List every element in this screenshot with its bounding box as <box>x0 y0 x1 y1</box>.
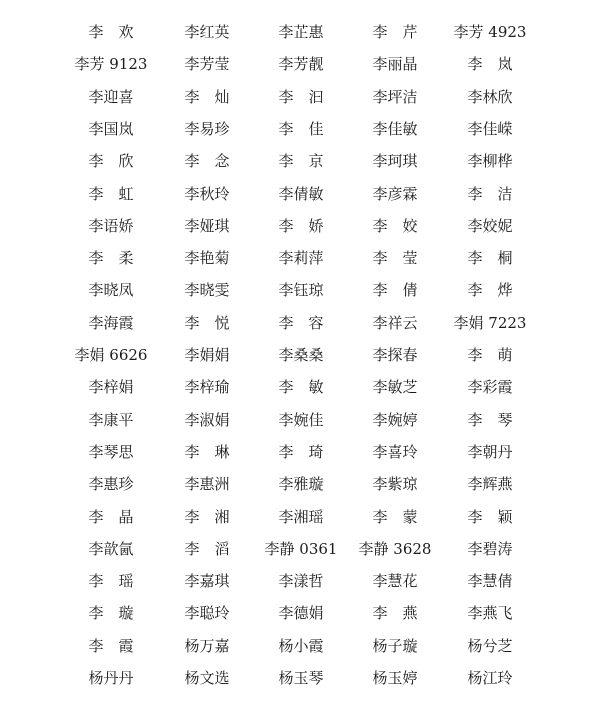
name-cell: 李 滔 <box>184 539 230 558</box>
name-cell: 李慧倩 <box>467 572 513 591</box>
name-row <box>0 149 600 173</box>
name-cell: 杨江玲 <box>467 669 513 687</box>
name-cell: 李 燕 <box>372 604 418 623</box>
name-cell: 李 汩 <box>278 87 324 106</box>
name-cell: 李 敏 <box>278 378 324 397</box>
name-cell: 李静 0361 <box>264 539 338 558</box>
name-cell: 李漾哲 <box>278 572 324 591</box>
name-cell: 李晓凤 <box>88 281 134 300</box>
name-cell: 李芳 4923 <box>453 23 527 41</box>
name-cell: 李 瑶 <box>88 572 134 591</box>
name-cell: 李林欣 <box>467 87 513 106</box>
name-cell: 李 欢 <box>88 23 134 41</box>
name-cell: 李红英 <box>184 23 230 41</box>
name-cell: 李婉婷 <box>372 410 418 429</box>
name-cell: 李惠珍 <box>88 475 134 494</box>
name-cell: 杨玉婷 <box>372 669 418 687</box>
name-cell: 李娟娟 <box>184 346 230 364</box>
name-row <box>0 375 600 399</box>
name-row <box>0 569 600 593</box>
name-cell: 李 念 <box>184 152 230 171</box>
name-cell: 李海霞 <box>88 313 134 332</box>
name-cell: 李喜玲 <box>372 442 418 461</box>
name-row <box>0 408 600 432</box>
name-cell: 李德娟 <box>278 604 324 623</box>
name-row <box>0 311 600 335</box>
name-cell: 李 烨 <box>467 281 513 300</box>
name-cell: 李朝丹 <box>467 442 513 461</box>
name-cell: 李祥云 <box>372 313 418 332</box>
name-cell: 李 柔 <box>88 249 134 268</box>
name-cell: 李语娇 <box>88 216 134 235</box>
name-cell: 李 湘 <box>184 507 230 526</box>
name-row <box>0 182 600 206</box>
name-cell: 李易珍 <box>184 119 230 138</box>
name-cell: 李 洁 <box>467 184 513 203</box>
name-cell: 李 悦 <box>184 313 230 332</box>
name-cell: 李 萌 <box>467 346 513 364</box>
name-cell: 李淑娟 <box>184 410 230 429</box>
name-cell: 李惠洲 <box>184 475 230 494</box>
name-cell: 李琴思 <box>88 442 134 461</box>
name-cell: 杨小霞 <box>278 636 324 655</box>
name-cell: 李 颖 <box>467 507 513 526</box>
name-cell: 李坪洁 <box>372 87 418 106</box>
name-cell: 李娅琪 <box>184 216 230 235</box>
name-cell: 李莉萍 <box>278 249 324 268</box>
name-cell: 李 蒙 <box>372 507 418 526</box>
name-cell: 李倩敏 <box>278 184 324 203</box>
name-cell: 李丽晶 <box>372 55 418 74</box>
name-cell: 李嘉琪 <box>184 572 230 591</box>
name-row <box>0 117 600 141</box>
name-row <box>0 537 600 561</box>
name-row <box>0 440 600 464</box>
name-cell: 李 琦 <box>278 442 324 461</box>
name-row <box>0 666 600 690</box>
name-cell: 李芳靓 <box>278 55 324 74</box>
name-cell: 李 琴 <box>467 410 513 429</box>
name-cell: 李碧涛 <box>467 539 513 558</box>
name-row <box>0 278 600 302</box>
name-cell: 李雅璇 <box>278 475 324 494</box>
name-row <box>0 214 600 238</box>
name-cell: 李 桐 <box>467 249 513 268</box>
name-row <box>0 85 600 109</box>
name-cell: 李紫琼 <box>372 475 418 494</box>
name-cell: 李 芹 <box>372 23 418 41</box>
name-cell: 杨文选 <box>184 669 230 687</box>
name-cell: 李 姣 <box>372 216 418 235</box>
name-row <box>0 20 600 44</box>
name-cell: 李 京 <box>278 152 324 171</box>
name-cell: 杨万嘉 <box>184 636 230 655</box>
name-cell: 李探春 <box>372 346 418 364</box>
name-cell: 李 岚 <box>467 55 513 74</box>
name-cell: 李 娇 <box>278 216 324 235</box>
name-cell: 李彩霞 <box>467 378 513 397</box>
name-cell: 李 晶 <box>88 507 134 526</box>
name-cell: 李 容 <box>278 313 324 332</box>
name-cell: 李静 3628 <box>358 539 432 558</box>
name-cell: 李芷惠 <box>278 23 324 41</box>
name-cell: 李燕飞 <box>467 604 513 623</box>
name-cell: 李彦霖 <box>372 184 418 203</box>
name-cell: 李 虹 <box>88 184 134 203</box>
name-cell: 李 倩 <box>372 281 418 300</box>
name-cell: 李佳敏 <box>372 119 418 138</box>
name-cell: 李湘瑶 <box>278 507 324 526</box>
name-row <box>0 472 600 496</box>
name-cell: 李康平 <box>88 410 134 429</box>
name-cell: 李 璇 <box>88 604 134 623</box>
name-cell: 李 佳 <box>278 119 324 138</box>
name-row <box>0 601 600 625</box>
name-cell: 李姣妮 <box>467 216 513 235</box>
name-cell: 李聪玲 <box>184 604 230 623</box>
name-cell: 李艳菊 <box>184 249 230 268</box>
name-cell: 李秋玲 <box>184 184 230 203</box>
name-cell: 李歆氤 <box>88 539 134 558</box>
name-cell: 李 霞 <box>88 636 134 655</box>
name-cell: 杨兮芝 <box>467 636 513 655</box>
name-cell: 李辉燕 <box>467 475 513 494</box>
name-cell: 李娟 7223 <box>453 313 527 332</box>
name-cell: 李梓娟 <box>88 378 134 397</box>
name-cell: 李芳莹 <box>184 55 230 74</box>
name-cell: 李 灿 <box>184 87 230 106</box>
name-cell: 李芳 9123 <box>74 55 148 74</box>
name-cell: 李 莹 <box>372 249 418 268</box>
name-cell: 李钰琼 <box>278 281 324 300</box>
name-cell: 李梓瑜 <box>184 378 230 397</box>
name-cell: 李敏芝 <box>372 378 418 397</box>
name-cell: 杨丹丹 <box>88 669 134 687</box>
name-cell: 李柳桦 <box>467 152 513 171</box>
name-row <box>0 634 600 658</box>
name-row <box>0 343 600 367</box>
name-cell: 李珂琪 <box>372 152 418 171</box>
name-row <box>0 505 600 529</box>
name-cell: 李 琳 <box>184 442 230 461</box>
name-cell: 李婉佳 <box>278 410 324 429</box>
name-cell: 李国岚 <box>88 119 134 138</box>
name-cell: 李娟 6626 <box>74 346 148 364</box>
name-cell: 李桑桑 <box>278 346 324 364</box>
name-cell: 李慧花 <box>372 572 418 591</box>
name-cell: 李 欣 <box>88 152 134 171</box>
name-cell: 杨玉琴 <box>278 669 324 687</box>
name-cell: 李迎喜 <box>88 87 134 106</box>
name-cell: 李晓雯 <box>184 281 230 300</box>
name-row <box>0 246 600 270</box>
name-cell: 李佳嵘 <box>467 119 513 138</box>
name-row <box>0 52 600 76</box>
name-cell: 杨子璇 <box>372 636 418 655</box>
